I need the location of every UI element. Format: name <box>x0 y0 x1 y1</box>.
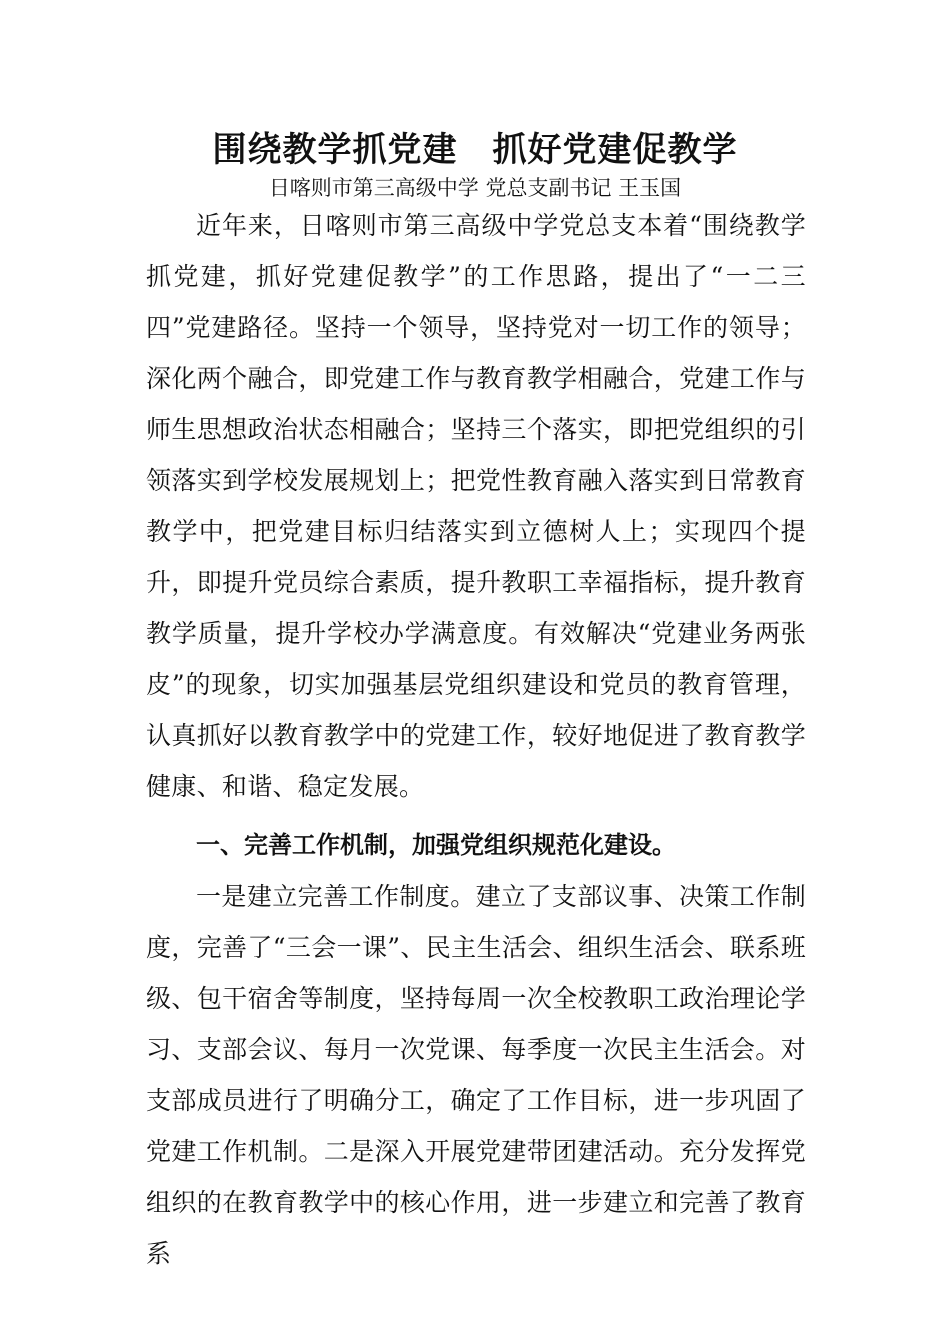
section-paragraph: 一是建立完善工作制度。建立了支部议事、决策工作制度，完善了“三会一课”、民主生活会、组织生活会、联系班级、包干宿舍等制度，坚持每周一次全校教职工政治理论学习、支部会议、每月一次党课、每季度一次民主生活会。对支部成员进行了明确分工，确定了工作目标，进一步巩固了党建工作机制。二是深入开展党建带团建活动。充分发挥党组织的在教育教学中的核心作用，进一步建立和完善了教育系 <box>146 882 806 1268</box>
section-heading: 一、完善工作机制，加强党组织规范化建设。 <box>196 831 676 859</box>
author-byline: 日喀则市第三高级中学 党总支副书记 王玉国 <box>268 176 682 200</box>
intro-paragraph: 近年来，日喀则市第三高级中学党总支本着“围绕教学抓党建，抓好党建促教学”的工作思路，提出了“一二三四”党建路径。坚持一个领导，坚持党对一切工作的领导；深化两个融合，即党建工作与教育教学相融合，党建工作与师生思想政治状态相融合；坚持三个落实，即把党组织的引领落实到学校发展规划上；把党性教育融入落实到日常教育教学中，把党建目标归结落实到立德树人上；实现四个提升，即提升党员综合素质，提升教职工幸福指标，提升教育教学质量，提升学校办学满意度。有效解决“党建业务两张皮”的现象，切实加强基层党组织建设和党员的教育管理，认真抓好以教育教学中的党建工作，较好地促进了教育教学健康、和谐、稳定发展。 <box>146 211 806 801</box>
document-body <box>146 200 806 1279</box>
document-title: 围绕教学抓党建 抓好党建促教学 <box>212 130 738 170</box>
